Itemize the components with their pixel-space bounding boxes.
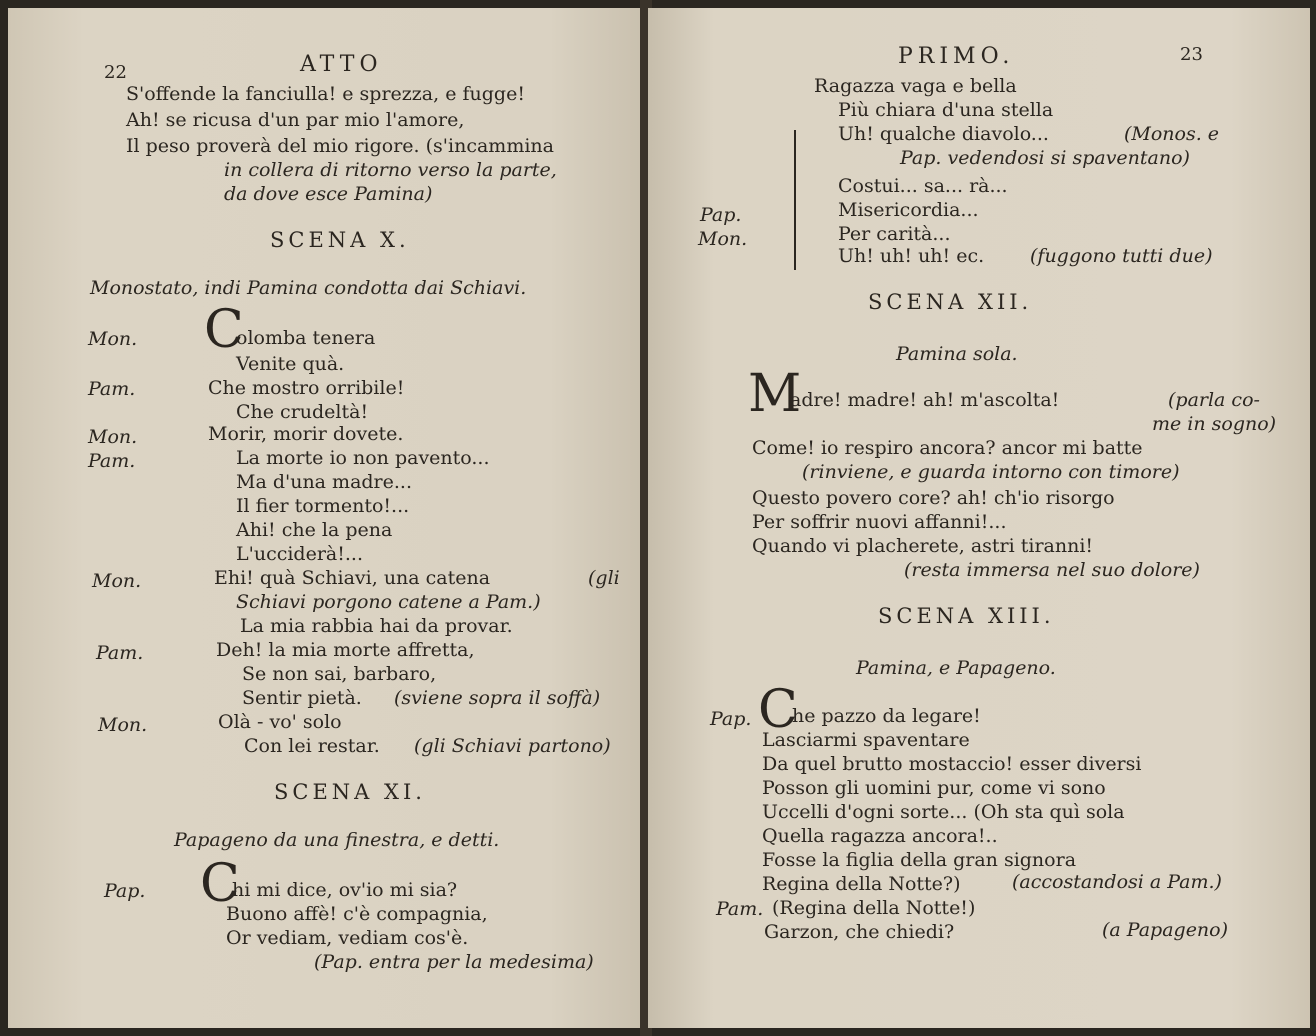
- stage-direction: (a Papageno): [1102, 919, 1229, 941]
- verse-line: Per carità...: [838, 223, 951, 245]
- stage-direction: Schiavi porgono catene a Pam.): [236, 591, 541, 613]
- verse-line: Più chiara d'una stella: [838, 99, 1054, 121]
- speaker-label: Pam.: [716, 898, 764, 920]
- speaker-label: Pap.: [104, 880, 146, 902]
- drop-cap: C: [204, 300, 244, 360]
- drop-cap: C: [200, 854, 240, 914]
- drop-cap: C: [758, 680, 798, 740]
- left-page: [8, 8, 644, 1028]
- page-number: 22: [104, 62, 127, 83]
- speaker-label: Pam.: [88, 378, 136, 400]
- verse-line: olomba tenera: [236, 327, 376, 349]
- scene-subtitle: Pamina sola.: [896, 343, 1018, 365]
- verse-line: Uccelli d'ogni sorte... (Oh sta quì sola: [762, 801, 1125, 823]
- verse-line: Ragazza vaga e bella: [814, 75, 1017, 97]
- scene-subtitle: Monostato, indi Pamina condotta dai Schiavi.: [90, 277, 527, 299]
- verse-line: Uh! uh! uh! ec.: [838, 245, 985, 267]
- speaker-label: Mon.: [92, 570, 142, 592]
- stage-direction: (parla co-: [1168, 389, 1260, 411]
- verse-line: Il fier tormento!...: [236, 495, 410, 517]
- verse-line: Che mostro orribile!: [208, 377, 405, 399]
- verse-line: Quando vi placherete, astri tiranni!: [752, 535, 1094, 557]
- speaker-label: Mon.: [88, 328, 138, 350]
- verse-line: Che crudeltà!: [236, 401, 369, 423]
- verse-line: Come! io respiro ancora? ancor mi batte: [752, 437, 1143, 459]
- stage-direction: (rinviene, e guarda intorno con timore): [802, 461, 1180, 483]
- stage-direction: (gli: [588, 567, 620, 589]
- stage-direction: (fuggono tutti due): [1030, 245, 1213, 267]
- speaker-label: Mon.: [98, 714, 148, 736]
- scene-title: SCENA XIII.: [878, 604, 1055, 628]
- stage-direction: Pap. vedendosi si spaventano): [900, 147, 1190, 169]
- verse-line: Lasciarmi spaventare: [762, 729, 970, 751]
- verse-line: Morir, morir dovete.: [208, 423, 404, 445]
- verse-line: Ehi! quà Schiavi, una catena: [214, 567, 491, 589]
- speaker-label: Pap.: [700, 204, 742, 226]
- verse-line: Fosse la figlia della gran signora: [762, 849, 1077, 871]
- verse-line: Ah! se ricusa d'un par mio l'amore,: [126, 109, 465, 131]
- page-number: 23: [1180, 44, 1203, 65]
- running-header: PRIMO.: [898, 44, 1015, 69]
- verse-line: Per soffrir nuovi affanni!...: [752, 511, 1007, 533]
- speaker-label: Pam.: [88, 450, 136, 472]
- scene-subtitle: Papageno da una finestra, e detti.: [174, 829, 500, 851]
- stage-direction: me in sogno): [1152, 413, 1277, 435]
- running-header: ATTO: [300, 52, 383, 77]
- right-page: [648, 8, 1310, 1028]
- stage-direction: da dove esce Pamina): [224, 183, 433, 205]
- stage-direction: (accostandosi a Pam.): [1012, 871, 1222, 893]
- verse-line: L'ucciderà!...: [236, 543, 364, 565]
- stage-direction: (resta immersa nel suo dolore): [904, 559, 1200, 581]
- verse-line: Venite quà.: [236, 353, 345, 375]
- speech-bracket: [794, 130, 796, 270]
- verse-line: Sentir pietà.: [242, 687, 362, 709]
- verse-line: Il peso proverà del mio rigore. (s'incammina: [126, 135, 554, 157]
- verse-line: La morte io non pavento...: [236, 447, 490, 469]
- scene-title: SCENA XII.: [868, 290, 1033, 314]
- verse-line: Uh! qualche diavolo...: [838, 123, 1049, 145]
- scene-title: SCENA X.: [270, 228, 410, 252]
- speaker-label: Mon.: [88, 426, 138, 448]
- speaker-label: Pap.: [710, 708, 752, 730]
- verse-line: Questo povero core? ah! ch'io risorgo: [752, 487, 1115, 509]
- verse-line: Con lei restar.: [244, 735, 380, 757]
- verse-line: (Regina della Notte!): [772, 897, 976, 919]
- verse-line: Buono affè! c'è compagnia,: [226, 903, 488, 925]
- verse-line: Olà - vo' solo: [218, 711, 342, 733]
- verse-line: Ahi! che la pena: [236, 519, 393, 541]
- verse-line: Ma d'una madre...: [236, 471, 413, 493]
- verse-line: Costui... sa... rà...: [838, 175, 1008, 197]
- verse-line: Or vediam, vediam cos'è.: [226, 927, 469, 949]
- drop-cap: M: [748, 364, 802, 424]
- scene-title: SCENA XI.: [274, 780, 426, 804]
- stage-direction: in collera di ritorno verso la parte,: [224, 159, 557, 181]
- verse-line: Garzon, che chiedi?: [764, 921, 955, 943]
- verse-line: Da quel brutto mostaccio! esser diversi: [762, 753, 1142, 775]
- stage-direction: (Monos. e: [1124, 123, 1220, 145]
- verse-line: hi mi dice, ov'io mi sia?: [232, 879, 458, 901]
- verse-line: adre! madre! ah! m'ascolta!: [790, 389, 1060, 411]
- stage-direction: (gli Schiavi partono): [414, 735, 611, 757]
- verse-line: S'offende la fanciulla! e sprezza, e fugge!: [126, 83, 525, 105]
- verse-line: Posson gli uomini pur, come vi sono: [762, 777, 1106, 799]
- verse-line: Regina della Notte?): [762, 873, 961, 895]
- speaker-label: Pam.: [96, 642, 144, 664]
- stage-direction: (sviene sopra il soffà): [394, 687, 601, 709]
- verse-line: La mia rabbia hai da provar.: [240, 615, 513, 637]
- verse-line: Misericordia...: [838, 199, 979, 221]
- verse-line: Quella ragazza ancora!..: [762, 825, 998, 847]
- speaker-label: Mon.: [698, 228, 748, 250]
- stage-direction: (Pap. entra per la medesima): [314, 951, 594, 973]
- scene-subtitle: Pamina, e Papageno.: [856, 657, 1056, 679]
- verse-line: Se non sai, barbaro,: [242, 663, 437, 685]
- verse-line: Deh! la mia morte affretta,: [216, 639, 475, 661]
- verse-line: he pazzo da legare!: [792, 705, 981, 727]
